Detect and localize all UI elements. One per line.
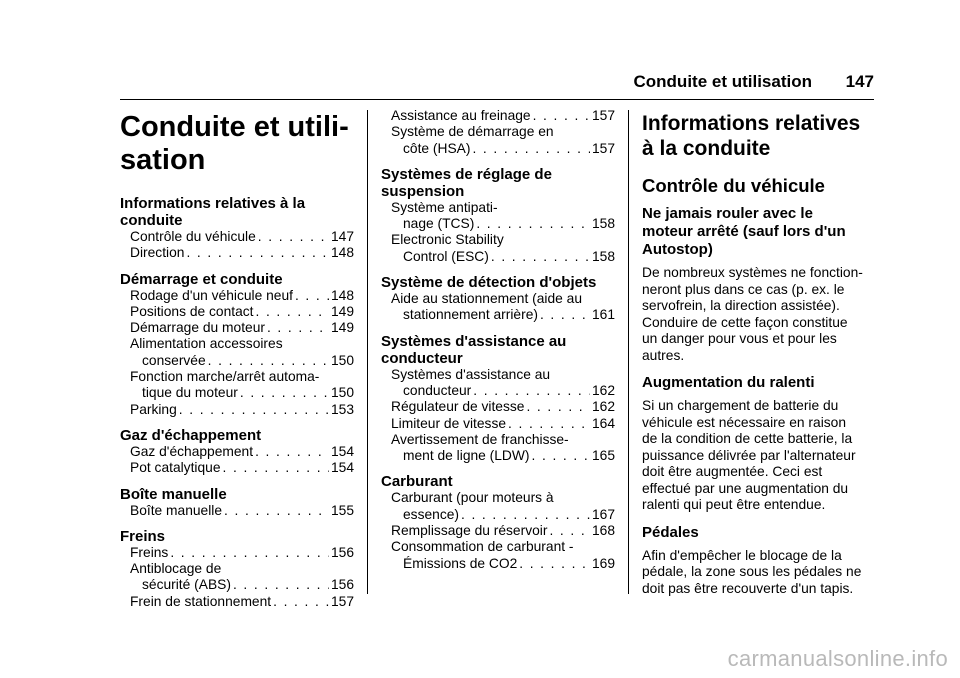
toc-entry[interactable]: Antiblocage de sécurité (ABS) . . . 156: [120, 561, 354, 594]
dot-leader: [255, 304, 328, 320]
toc-page-number: 168: [591, 523, 615, 539]
toc-entry-text: Émissions de CO2: [403, 555, 518, 571]
toc-entry-text: Parking: [130, 401, 177, 417]
toc-page-number: 147: [330, 229, 354, 244]
toc-entry-text: Control (ESC): [403, 248, 489, 264]
toc-page-number: 149: [330, 320, 354, 336]
toc-section-heading: Démarrage et conduite: [120, 270, 283, 288]
toc-entry-text: Rodage d'un véhicule neuf: [130, 287, 293, 303]
dot-leader: [476, 216, 590, 232]
dot-leader: [533, 108, 590, 124]
dot-leader: [179, 402, 329, 418]
toc-entry-text: Assistance au freinage: [391, 108, 531, 123]
column-divider-2: [628, 110, 629, 594]
toc-section-heading: Carburant: [381, 473, 453, 491]
toc-page-number: 155: [330, 502, 354, 518]
toc-section-heading: Système de détection d'objets: [381, 274, 597, 292]
topic-heading-pedals: Pédales: [642, 523, 699, 541]
column-divider-1: [367, 110, 368, 594]
toc-page-number: 162: [591, 382, 615, 398]
toc-entry[interactable]: [120, 402, 354, 418]
toc-entry-text: côte (HSA): [403, 140, 471, 156]
toc-section-heading: Freins: [120, 527, 166, 545]
toc-entry-text: tique du moteur: [142, 385, 238, 401]
subsection-heading: Contrôle du véhicule: [642, 175, 825, 196]
toc-entry-text: Boîte manuelle: [130, 502, 223, 518]
topic-heading-engine-off: Ne jamais rouler avec le moteur arrêté (sauf lors d'un Autostop): [642, 205, 846, 258]
toc-entry[interactable]: [381, 523, 615, 539]
toc-page-number: 161: [591, 307, 615, 323]
toc-entry-text: Pot catalytique: [130, 460, 221, 476]
toc-page-number: 153: [330, 401, 354, 417]
dot-leader: [508, 416, 590, 432]
toc-entry[interactable]: [120, 503, 354, 519]
toc-page-number: 157: [591, 108, 615, 123]
toc-entry[interactable]: [120, 444, 354, 460]
toc-section-heading: Gaz d'échappement: [120, 426, 262, 444]
toc-entry-text: Remplissage du réservoir: [391, 523, 548, 539]
dot-leader: [519, 556, 590, 572]
toc-entry-text: Direction: [130, 245, 185, 261]
toc-page-number: 158: [591, 248, 615, 264]
dot-leader: [491, 249, 590, 265]
toc-entry[interactable]: Fonction marche/arrêt automa- tique du moteur . . . 150: [120, 369, 354, 402]
toc-entry[interactable]: [381, 108, 615, 124]
dot-leader: [472, 141, 590, 157]
toc-entry[interactable]: [120, 229, 354, 245]
dot-leader: [540, 307, 590, 323]
toc-entry[interactable]: Carburant (pour moteurs à essence) . . . 167: [381, 490, 615, 523]
toc-entry-text: Frein de stationnement: [130, 593, 272, 609]
toc-entry-text: stationnement arrière): [403, 307, 538, 323]
watermark: carmanualsonline.info: [727, 646, 948, 671]
dot-leader: [532, 448, 590, 464]
toc-page-number: 162: [591, 399, 615, 415]
toc-entry-text: Contrôle du véhicule: [130, 229, 256, 244]
toc-entry-text: Régulateur de vitesse: [391, 399, 525, 415]
paragraph-idle: Si un chargement de batterie du véhicule est nécessaire en raison de la condition de cette batterie, la puissance délivrée par l'alternateur doit être augmentée. Ceci est effectué par une augmentation du ralenti qui peut être entendue.: [642, 398, 856, 512]
toc-entry[interactable]: Avertissement de franchisse- ment de ligne (LDW) . . . 165: [381, 432, 615, 465]
toc-page-number: 169: [591, 555, 615, 571]
toc-column-1: [120, 108, 354, 610]
dot-leader: [461, 507, 590, 523]
toc-entry-text: ment de ligne (LDW): [403, 448, 530, 464]
toc-entry-text: Gaz d'échappement: [130, 443, 254, 459]
toc-section-heading: Boîte manuelle: [120, 485, 227, 503]
dot-leader: [549, 523, 590, 539]
dot-leader: [273, 594, 329, 610]
toc-page-number: 150: [330, 352, 354, 368]
toc-page-number: 148: [330, 245, 354, 261]
toc-entry-text: Limiteur de vitesse: [391, 415, 507, 431]
dot-leader: [473, 383, 590, 399]
dot-leader: [267, 320, 329, 336]
dot-leader: [233, 577, 329, 593]
toc-column-2: [381, 108, 615, 572]
dot-leader: [186, 245, 329, 261]
toc-page-number: 156: [330, 577, 354, 593]
toc-page-number: 165: [591, 448, 615, 464]
dot-leader: [224, 503, 329, 519]
page-number: 147: [845, 72, 874, 91]
toc-page-number: 157: [330, 593, 354, 609]
toc-entry[interactable]: [120, 460, 354, 476]
toc-entry-text: conducteur: [403, 382, 472, 398]
header-title: Conduite et utilisation: [633, 72, 812, 91]
dot-leader: [258, 229, 329, 245]
toc-entry-text: Démarrage du moteur: [130, 320, 265, 336]
toc-title: Conduite et utili- sation: [120, 111, 349, 176]
toc-entry[interactable]: [381, 416, 615, 432]
toc-page-number: 156: [330, 544, 354, 560]
toc-section-heading: Systèmes de réglage de suspension: [381, 165, 552, 200]
toc-page-number: 167: [591, 506, 615, 522]
toc-entry[interactable]: [120, 304, 354, 320]
page-header: [120, 72, 874, 98]
toc-entry[interactable]: Aide au stationnement (aide au stationnement arrière) . . . 161: [381, 291, 615, 324]
toc-entry-text: Freins: [130, 544, 169, 560]
toc-entry[interactable]: [381, 399, 615, 415]
toc-entry-text: conservée: [142, 352, 206, 368]
toc-entry[interactable]: Système antipati- nage (TCS) . . . 158: [381, 200, 615, 233]
toc-page-number: 148: [330, 287, 354, 303]
toc-page-number: 164: [591, 415, 615, 431]
toc-page-number: 154: [330, 460, 354, 476]
toc-entry[interactable]: Système de démarrage en côte (HSA) . . . 157: [381, 124, 615, 157]
topic-heading-idle: Augmentation du ralenti: [642, 374, 815, 391]
toc-entry[interactable]: Consommation de carburant - Émissions de CO2 . . . 169: [381, 539, 615, 572]
toc-entry[interactable]: Alimentation accessoires conservée . . . 150: [120, 336, 354, 369]
toc-entry[interactable]: [120, 288, 354, 304]
paragraph-pedals: Afin d'empêcher le blocage de la pédale, la zone sous les pédales ne doit pas être recouverte d'un tapis.: [642, 547, 862, 596]
toc-entry[interactable]: [120, 594, 354, 610]
toc-section-heading: Informations relatives à la conduite: [120, 195, 306, 229]
header-rule: [120, 99, 874, 100]
toc-entry-text: Positions de contact: [130, 303, 254, 319]
toc-page-number: 149: [330, 303, 354, 319]
section-title: Informations relatives à la conduite: [642, 112, 861, 160]
content-column: [642, 108, 876, 597]
toc-entry[interactable]: [120, 320, 354, 336]
toc-entry[interactable]: [120, 545, 354, 561]
toc-entry-text: essence): [403, 506, 459, 522]
dot-leader: [208, 353, 329, 369]
toc-page-number: 158: [591, 216, 615, 232]
dot-leader: [223, 460, 329, 476]
toc-entry-text: sécurité (ABS): [142, 577, 231, 593]
toc-page-number: 154: [330, 443, 354, 459]
dot-leader: [295, 288, 329, 304]
dot-leader: [240, 385, 329, 401]
dot-leader: [526, 399, 590, 415]
toc-entry[interactable]: Systèmes d'assistance au conducteur . . . 162: [381, 367, 615, 400]
dot-leader: [255, 444, 329, 460]
toc-page-number: 150: [330, 385, 354, 401]
toc-entry[interactable]: Electronic Stability Control (ESC) . . . 158: [381, 232, 615, 265]
paragraph-engine-off: De nombreux systèmes ne fonction- neront plus dans ce cas (p. ex. le servofrein, la direction assistée). Conduire de cette façon constitue un danger pour vous et pour les autres.: [642, 265, 863, 363]
dot-leader: [170, 545, 329, 561]
toc-section-heading: Systèmes d'assistance au conducteur: [381, 332, 567, 367]
toc-entry[interactable]: [120, 245, 354, 261]
toc-entry-text: nage (TCS): [403, 216, 475, 232]
toc-page-number: 157: [591, 140, 615, 156]
